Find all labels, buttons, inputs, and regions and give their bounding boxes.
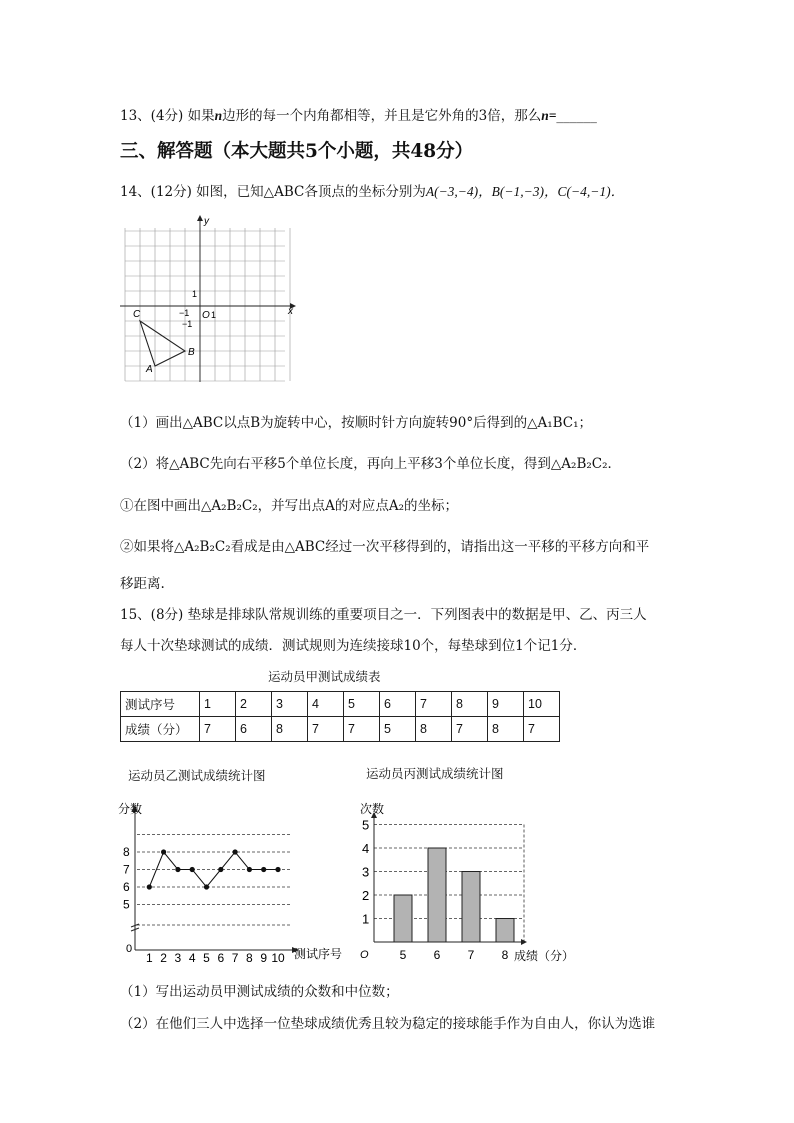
line-chart-point [233, 849, 238, 854]
line-chart-yi [112, 790, 362, 970]
y-axis-label: y [204, 216, 209, 227]
line-chart-point [147, 884, 152, 889]
vertex-label-a: A [146, 364, 153, 375]
line-chart-point [204, 884, 209, 889]
q13-blank: ______ [556, 108, 597, 124]
table-cell: 6 [236, 717, 272, 742]
line-chart-point [190, 867, 195, 872]
line-chart-y-tick-label: 6 [123, 880, 130, 894]
bar-chart-y-tick-label: 3 [362, 864, 370, 880]
grid-lines [125, 228, 290, 381]
q14-part2-1: ①在图中画出△A₂B₂C₂，并写出点A的对应点A₂的坐标； [120, 498, 459, 514]
q15-stem-line-2: 每人十次垫球测试的成绩．测试规则为连续接球10个，每垫球到位1个记1分． [120, 638, 587, 654]
triangle-abc [140, 321, 185, 366]
bar-chart-y-tick-label: 1 [362, 911, 370, 927]
vertex-label-c: C [133, 309, 141, 320]
table-cell: 5 [380, 717, 416, 742]
line-chart-point [247, 867, 252, 872]
q15-stem-line-1: 15、(8分) 垫球是排球队常规训练的重要项目之一．下列图表中的数据是甲、乙、丙三人 [120, 607, 647, 623]
bar-chart-y-label: 次数 [360, 802, 385, 816]
line-chart-x-tick-label: 4 [188, 951, 196, 965]
line-chart-y-tick-label: 7 [123, 862, 130, 877]
table-cell: 4 [308, 692, 344, 717]
table-cell: 7 [452, 717, 488, 742]
bar-chart-x-label: 成绩（分） [514, 949, 575, 963]
table-cell: 1 [200, 692, 236, 717]
line-chart-origin: 0 [126, 943, 133, 955]
line-chart-gridlines [137, 835, 290, 926]
line-chart-title: 运动员乙测试成绩统计图 [128, 769, 266, 783]
q13-middle: 边形的每一个内角都相等，并且是它外角的3倍，那么 [222, 108, 542, 124]
line-chart-x-tick-label: 6 [217, 951, 225, 965]
q13-n-var: n [214, 108, 223, 123]
q13-line [120, 104, 597, 124]
q14-part2-2-line-b: 移距离. [120, 576, 165, 592]
bar-chart-bing [352, 792, 602, 972]
section-3-heading: 三、解答题（本大题共5个小题，共48分） [120, 141, 474, 162]
table-header-score: 成绩（分） [121, 717, 200, 742]
bar-chart-x-tick-label: 6 [433, 948, 441, 962]
x-tick-neg1: −1 [179, 308, 190, 318]
bar [394, 895, 412, 942]
table-cell: 10 [524, 692, 560, 717]
line-chart-x-ticks [146, 951, 285, 965]
q15-part2: （2）在他们三人中选择一位垫球成绩优秀且较为稳定的接球能手作为自由人，你认为选谁 [120, 1016, 656, 1032]
table-header-test-number: 测试序号 [121, 692, 200, 717]
line-chart-x-label: 测试序号 [294, 947, 343, 961]
bar-chart-x-tick-label: 5 [399, 948, 407, 962]
q15-part1: （1）写出运动员甲测试成绩的众数和中位数； [120, 984, 399, 1000]
bar-chart-x-tick-label: 7 [467, 948, 475, 962]
line-chart-x-tick-label: 1 [145, 951, 153, 965]
q14-intro: 14、(12分) 如图，已知△ABC各顶点的坐标分别为 [120, 184, 426, 200]
line-chart-point [161, 849, 166, 854]
table-cell: 3 [272, 692, 308, 717]
y-tick-1: 1 [192, 289, 198, 299]
line-chart-point [275, 867, 280, 872]
bar-chart-x-tick-label: 8 [501, 948, 509, 962]
line-chart-x-tick-label: 5 [203, 951, 210, 965]
origin-label: O [202, 310, 210, 321]
vertex-label-b: B [188, 347, 195, 358]
table-cell: 8 [488, 717, 524, 742]
table-cell: 8 [272, 717, 308, 742]
table-cell: 7 [200, 717, 236, 742]
q14-stem [120, 180, 624, 200]
line-chart-x-tick-label: 8 [246, 951, 253, 965]
table-cell: 7 [524, 717, 560, 742]
coordinate-grid-figure [118, 214, 298, 384]
line-chart-x-tick-label: 10 [271, 951, 285, 965]
bar-chart-y-tick-label: 4 [362, 841, 370, 856]
bar-chart-title: 运动员丙测试成绩统计图 [366, 767, 504, 781]
table-row [121, 692, 560, 717]
bar-chart-origin: O [360, 949, 369, 961]
q13-n-eq: n= [541, 108, 557, 123]
q14-coords: A(−3,−4)，B(−1,−3)，C(−4,−1)． [425, 184, 625, 199]
y-tick-neg1: −1 [182, 319, 193, 329]
y-axis-arrow-icon [197, 215, 203, 221]
bar-chart-x-ticks [400, 948, 509, 962]
bar [462, 872, 480, 943]
line-chart-x-tick-label: 9 [260, 951, 268, 965]
table-cell: 5 [344, 692, 380, 717]
score-table-jia [120, 691, 560, 742]
bar [428, 848, 446, 942]
q14-part2: （2）将△ABC先向右平移5个单位长度，再向上平移3个单位长度，得到△A₂B₂C₂． [120, 456, 622, 472]
line-chart-y-ticks [123, 845, 130, 912]
line-chart-x-tick-label: 7 [231, 951, 239, 965]
table-cell: 8 [452, 692, 488, 717]
table-cell: 7 [344, 717, 380, 742]
bar [496, 919, 514, 943]
line-chart-point [218, 867, 223, 872]
table-cell: 7 [308, 717, 344, 742]
line-chart-x-tick-label: 2 [160, 951, 167, 965]
q14-part2-2-line-a: ②如果将△A₂B₂C₂看成是由△ABC经过一次平移得到的，请指出这一平移的平移方向和平 [120, 539, 650, 555]
table-cell: 9 [488, 692, 524, 717]
bar-chart-y-ticks [362, 818, 369, 927]
table-cell: 2 [236, 692, 272, 717]
x-tick-1: 1 [211, 310, 217, 320]
bar-chart-y-tick-label: 5 [362, 817, 370, 833]
table-cell: 6 [380, 692, 416, 717]
line-chart-y-tick-label: 8 [123, 845, 130, 859]
table-cell: 7 [416, 692, 452, 717]
bar-chart-y-tick-label: 2 [362, 888, 370, 903]
line-chart-x-tick-label: 3 [174, 951, 182, 965]
x-axis-label: x [288, 306, 293, 317]
line-chart-y-tick-label: 5 [123, 897, 130, 912]
table-cell: 8 [416, 717, 452, 742]
line-chart-y-label: 分数 [118, 802, 143, 816]
q13-prefix: 13、(4分) 如果 [120, 108, 215, 124]
q14-part1: （1）画出△ABC以点B为旋转中心，按顺时针方向旋转90°后得到的△A₁BC₁； [120, 415, 593, 431]
table-caption: 运动员甲测试成绩表 [268, 670, 381, 684]
table-row [121, 717, 560, 742]
line-chart-point [175, 867, 180, 872]
line-chart-point [261, 867, 266, 872]
